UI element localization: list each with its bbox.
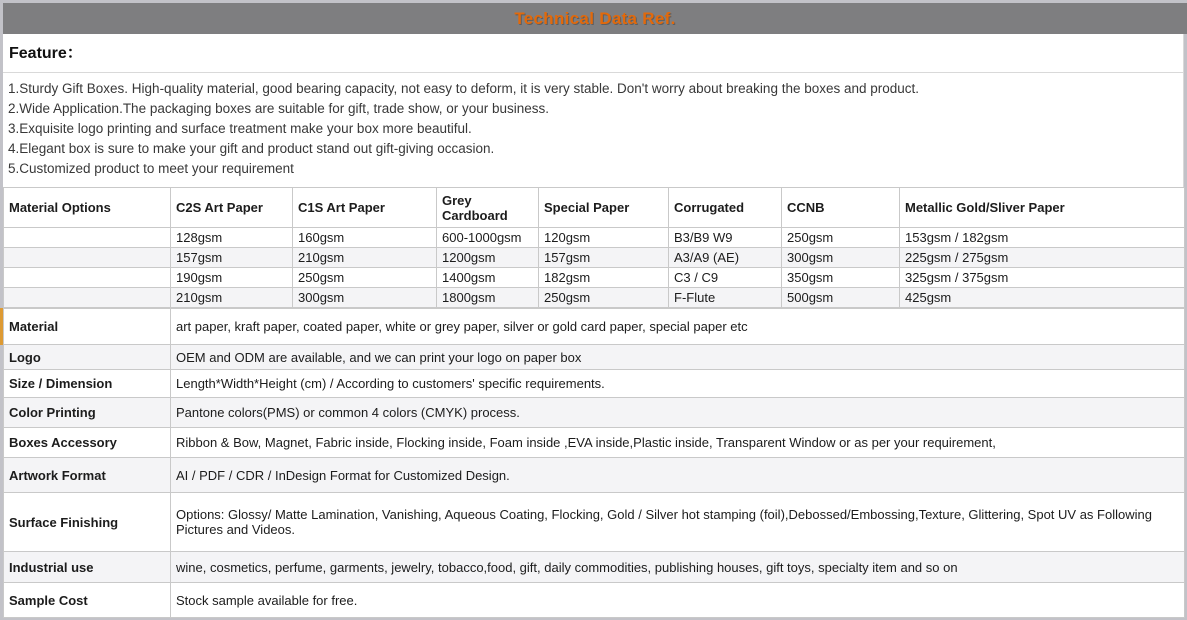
spec-label: Logo — [4, 345, 171, 370]
materials-cell: 600-1000gsm — [437, 228, 539, 248]
spec-value: Options: Glossy/ Matte Lamination, Vanishing, Aqueous Coating, Flocking, Gold / Silver hot stamping (foil),Debossed/Embossing,Texture, Glittering, Spot UV as Following Pictures and Videos. — [171, 493, 1185, 552]
spec-row — [4, 309, 1185, 345]
accent-highlight-line — [0, 308, 3, 345]
materials-cell: 182gsm — [539, 268, 669, 288]
title-bar — [3, 3, 1187, 34]
spec-row — [4, 345, 1185, 370]
materials-row — [4, 268, 1185, 288]
materials-table — [3, 187, 1185, 308]
spec-row — [4, 428, 1185, 458]
materials-cell: 160gsm — [293, 228, 437, 248]
materials-cell: 500gsm — [782, 288, 900, 308]
feature-item: 4.Elegant box is sure to make your gift and product stand out gift-giving occasion. — [8, 141, 495, 156]
column-header: Special Paper — [539, 188, 669, 228]
spec-value: Ribbon & Bow, Magnet, Fabric inside, Flocking inside, Foam inside ,EVA inside,Plastic inside, Transparent Window or as per your requirement, — [171, 428, 1185, 458]
spec-row — [4, 458, 1185, 493]
spec-label: Artwork Format — [4, 458, 171, 493]
spec-value: Pantone colors(PMS) or common 4 colors (CMYK) process. — [171, 398, 1185, 428]
materials-cell: 153gsm / 182gsm — [900, 228, 1185, 248]
materials-cell: 250gsm — [782, 228, 900, 248]
materials-cell: B3/B9 W9 — [669, 228, 782, 248]
column-header: CCNB — [782, 188, 900, 228]
materials-cell: 157gsm — [539, 248, 669, 268]
materials-cell: 250gsm — [293, 268, 437, 288]
materials-row — [4, 288, 1185, 308]
spec-row — [4, 493, 1185, 552]
materials-header-row — [4, 188, 1185, 228]
feature-list — [3, 73, 1184, 187]
page-title: Technical Data Ref. — [514, 8, 676, 28]
materials-cell: 425gsm — [900, 288, 1185, 308]
feature-heading: Feature： — [3, 34, 1184, 73]
materials-cell: 225gsm / 275gsm — [900, 248, 1185, 268]
materials-row — [4, 248, 1185, 268]
materials-cell — [4, 288, 171, 308]
feature-item: 2.Wide Application.The packaging boxes are suitable for gift, trade show, or your business. — [8, 101, 550, 116]
materials-cell: 128gsm — [171, 228, 293, 248]
column-header: Grey Cardboard — [437, 188, 539, 228]
feature-item: 1.Sturdy Gift Boxes. High-quality material, good bearing capacity, not easy to deform, it is very stable. Don't worry about breaking the boxes and product. — [8, 81, 920, 96]
materials-cell: 1400gsm — [437, 268, 539, 288]
materials-cell: 250gsm — [539, 288, 669, 308]
spec-label: Industrial use — [4, 552, 171, 583]
materials-cell: 210gsm — [171, 288, 293, 308]
materials-cell: 120gsm — [539, 228, 669, 248]
materials-cell: 300gsm — [293, 288, 437, 308]
spec-row — [4, 552, 1185, 583]
spec-row — [4, 583, 1185, 618]
materials-cell — [4, 268, 171, 288]
column-header: C2S Art Paper — [171, 188, 293, 228]
materials-cell: 1200gsm — [437, 248, 539, 268]
materials-cell: 350gsm — [782, 268, 900, 288]
spec-value: OEM and ODM are available, and we can print your logo on paper box — [171, 345, 1185, 370]
materials-cell: A3/A9 (AE) — [669, 248, 782, 268]
content-area — [3, 34, 1184, 618]
spec-label: Color Printing — [4, 398, 171, 428]
spec-value: AI / PDF / CDR / InDesign Format for Customized Design. — [171, 458, 1185, 493]
column-header: Metallic Gold/Sliver Paper — [900, 188, 1185, 228]
spec-label: Size / Dimension — [4, 370, 171, 398]
spec-row — [4, 370, 1185, 398]
column-header: C1S Art Paper — [293, 188, 437, 228]
spec-value: art paper, kraft paper, coated paper, white or grey paper, silver or gold card paper, special paper etc — [171, 309, 1185, 345]
feature-item: 5.Customized product to meet your requirement — [8, 161, 294, 176]
spec-label: Sample Cost — [4, 583, 171, 618]
materials-row — [4, 228, 1185, 248]
feature-item: 3.Exquisite logo printing and surface treatment make your box more beautiful. — [8, 121, 472, 136]
materials-cell: 190gsm — [171, 268, 293, 288]
spec-table — [3, 308, 1185, 618]
spec-row — [4, 398, 1185, 428]
column-header: Material Options — [4, 188, 171, 228]
materials-cell: C3 / C9 — [669, 268, 782, 288]
spec-value: Stock sample available for free. — [171, 583, 1185, 618]
materials-cell: 1800gsm — [437, 288, 539, 308]
materials-cell — [4, 248, 171, 268]
materials-cell: F-Flute — [669, 288, 782, 308]
materials-cell: 325gsm / 375gsm — [900, 268, 1185, 288]
spec-value: wine, cosmetics, perfume, garments, jewelry, tobacco,food, gift, daily commodities, publishing houses, gift toys, specialty item and so on — [171, 552, 1185, 583]
materials-cell: 157gsm — [171, 248, 293, 268]
spec-label: Material — [4, 309, 171, 345]
materials-cell: 300gsm — [782, 248, 900, 268]
materials-cell: 210gsm — [293, 248, 437, 268]
materials-cell — [4, 228, 171, 248]
column-header: Corrugated — [669, 188, 782, 228]
spec-label: Surface Finishing — [4, 493, 171, 552]
spec-value: Length*Width*Height (cm) / According to customers' specific requirements. — [171, 370, 1185, 398]
spec-label: Boxes Accessory — [4, 428, 171, 458]
